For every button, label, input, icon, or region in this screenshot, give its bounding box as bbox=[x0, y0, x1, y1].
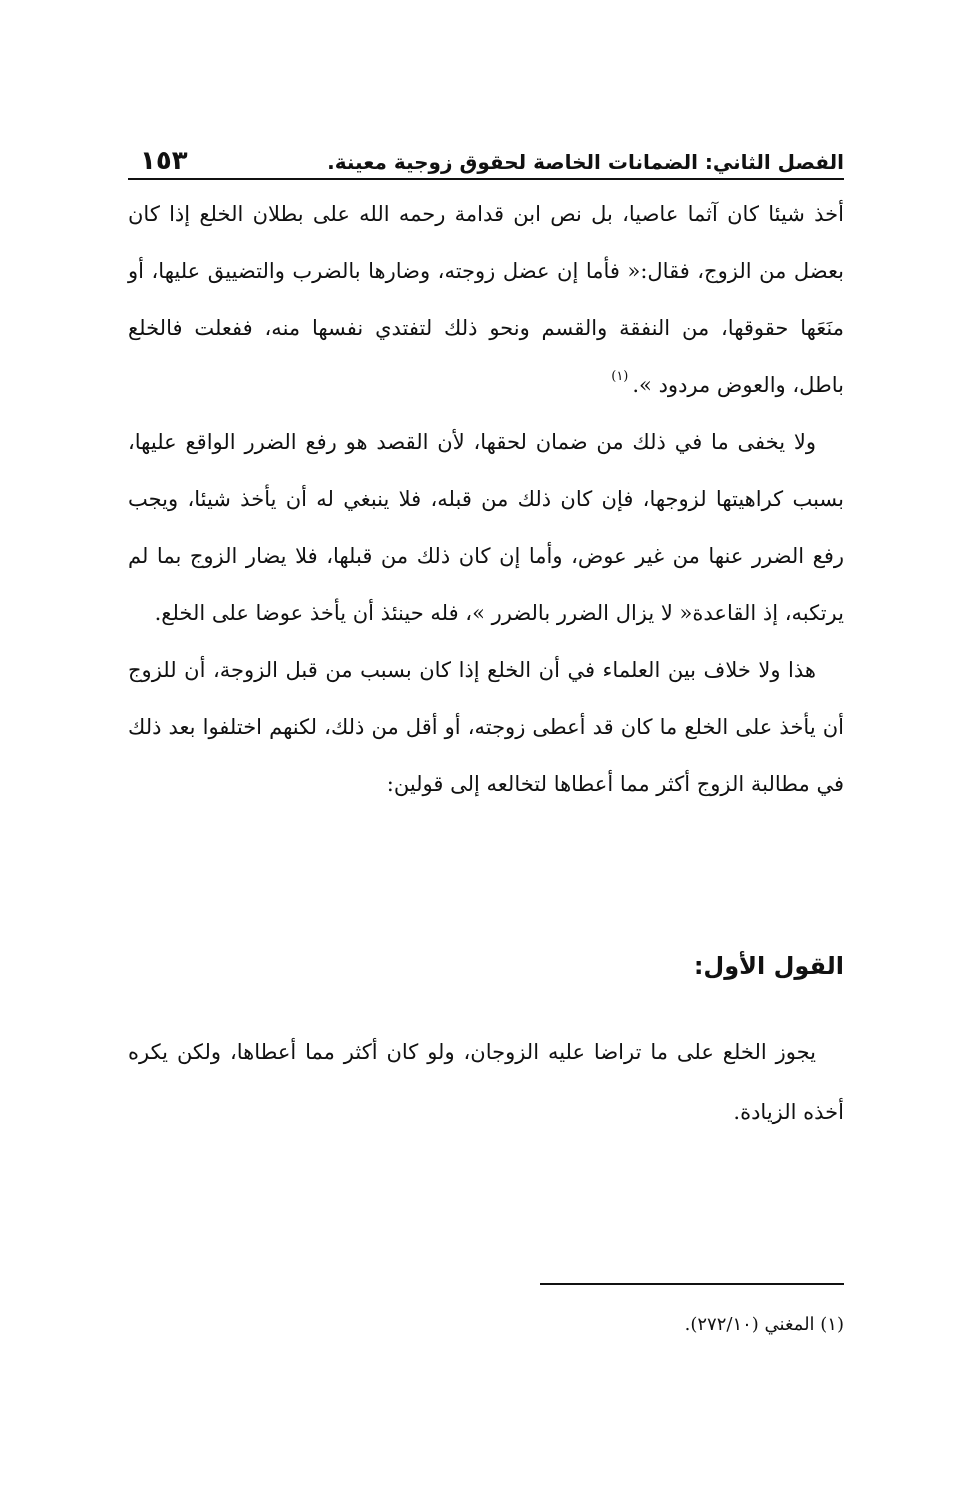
section-text bbox=[128, 1022, 844, 1142]
main-text bbox=[128, 186, 844, 813]
paragraph-1-text: أخذ شيئا كان آثما عاصيا، بل نص ابن قدامة رحمه الله على بطلان الخلع إذا كان بعضل من الزوج، فقال:« فأما إن عضل زوجته، وضارها بالضرب والتضييق عليها، أو منَعَها حقوقها، من النفقة والقسم ونحو ذلك لتفتدي نفسها منه، ففعلت فالخلع باطل، والعوض مردود ». bbox=[128, 202, 844, 397]
paragraph-1 bbox=[128, 186, 844, 414]
page-number: ١٥٣ bbox=[140, 146, 188, 176]
running-header bbox=[128, 148, 844, 180]
footnote-reference: (١) bbox=[611, 369, 629, 384]
paragraph-3: هذا ولا خلاف بين العلماء في أن الخلع إذا كان بسبب من قبل الزوجة، أن للزوج أن يأخذ على الخلع ما كان قد أعطى زوجته، أو أقل من ذلك، لكنهم اختلفوا بعد ذلك في مطالبة الزوج أكثر مما أعطاها لتخالعه إلى قولين: bbox=[128, 658, 844, 796]
footnote-divider bbox=[540, 1283, 844, 1285]
paragraph-2: ولا يخفى ما في ذلك من ضمان لحقها، لأن القصد هو رفع الضرر الواقع عليها، بسبب كراهيتها لزوجها، فإن كان ذلك من قبله، فلا ينبغي له أن يأخذ شيئا، ويجب رفع الضرر عنها من غير عوض، وأما إن كان ذلك من قبلها، فلا يضار الزوج بما لم يرتكبه، إذ القاعدة« لا يزال الضرر بالضرر »، فله حينئذ أن يأخذ عوضا على الخلع. bbox=[128, 430, 844, 625]
chapter-title: الفصل الثاني: الضمانات الخاصة لحقوق زوجية معينة. bbox=[327, 150, 844, 174]
footnote: (١) المغني (٢٧٢/١٠). bbox=[684, 1314, 844, 1335]
paragraph-4: يجوز الخلع على ما تراضا عليه الزوجان، ولو كان أكثر مما أعطاها، ولكن يكره أخذه الزيادة. bbox=[128, 1040, 844, 1124]
section-heading: القول الأول: bbox=[693, 952, 844, 980]
